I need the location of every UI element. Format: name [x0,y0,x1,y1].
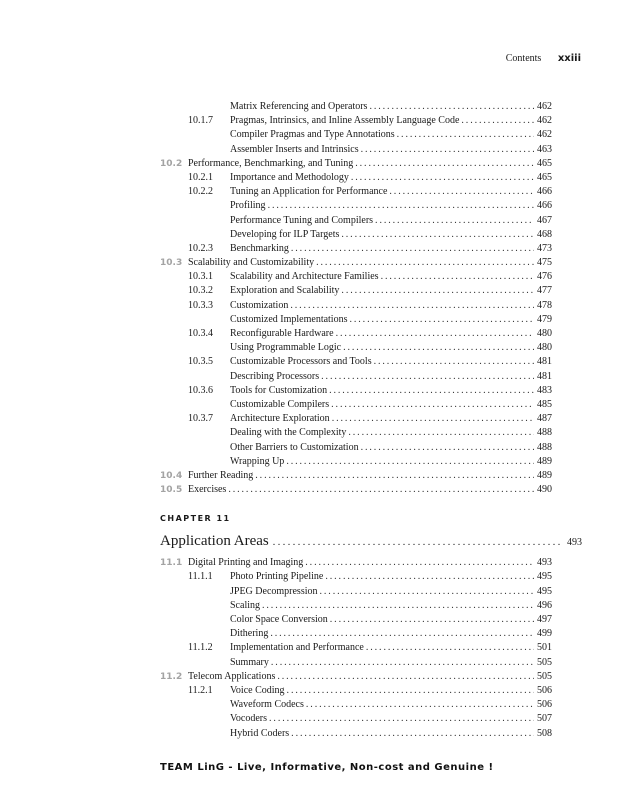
toc-entry-line [188,483,552,497]
toc-section-chapter-11 [160,556,552,740]
toc-entry[interactable] [160,228,552,242]
leader-dots [305,556,534,570]
toc-entry-line [230,100,552,114]
toc-entry-page: 505 [537,670,552,682]
toc-entry-title: Reconfigurable Hardware [230,328,334,339]
toc-entry[interactable] [160,171,552,185]
toc-entry-line [230,341,552,355]
leader-dots [262,599,534,613]
leader-dots [343,341,534,355]
toc-entry-title: Scalability and Architecture Families [230,271,379,283]
toc-entry-title: Importance and Methodology [230,171,349,183]
toc-entry-line [230,185,552,199]
toc-entry-number: 10.5 [160,485,183,496]
toc-entry-line [230,398,552,412]
toc-entry-title: Performance, Benchmarking, and Tuning [188,157,354,169]
toc-entry[interactable] [160,128,552,142]
toc-entry-number: 10.3.1 [188,271,213,283]
toc-entry[interactable] [160,712,552,726]
leader-dots [270,627,534,641]
toc-entry-page: 488 [537,441,552,453]
toc-entry[interactable] [160,426,552,440]
toc-entry-title: Hybrid Coders [230,727,290,739]
toc-entry-page: 495 [537,585,552,597]
leader-dots [316,256,534,270]
toc-entry-page: 488 [537,427,552,439]
toc-entry-title: Benchmarking [230,242,289,254]
toc-entry-page: 483 [537,384,552,396]
toc-entry-title: Architecture Exploration [230,413,330,425]
toc-entry-page: 508 [537,727,552,739]
toc-entry-number: 10.3.2 [188,285,213,297]
toc-entry-number: 10.2.3 [188,242,213,254]
toc-entry-page: 465 [537,157,552,169]
footer-watermark: TEAM LinG - Live, Informative, Non-cost and Genuine ! [160,762,494,773]
toc-entry-title: Digital Printing and Imaging [188,557,304,569]
toc-entry[interactable] [160,627,552,641]
toc-entry[interactable] [160,270,552,284]
toc-entry-title: Compiler Pragmas and Type Annotations [230,129,395,141]
toc-entry-page: 493 [537,557,552,569]
running-head-title: Contents [505,53,542,64]
table-of-contents [160,100,582,741]
toc-entry-page: 489 [537,455,552,467]
toc-entry-page: 462 [537,115,552,127]
toc-entry-line [230,270,552,284]
toc-entry-title: Describing Processors [230,370,320,382]
toc-entry-line [188,256,552,270]
toc-entry-line [230,228,552,242]
toc-entry-page: 467 [537,214,552,226]
toc-entry[interactable] [160,100,552,114]
toc-entry-number: 10.1.7 [188,115,213,127]
toc-entry-number: 10.3.5 [188,356,213,368]
toc-entry-line [188,670,552,684]
toc-entry[interactable] [160,199,552,213]
toc-entry-page: 489 [537,469,552,481]
toc-entry-page: 466 [537,200,552,212]
toc-entry-title: Using Programmable Logic [230,342,342,354]
toc-entry[interactable] [160,684,552,698]
toc-entry-line [230,712,552,726]
toc-entry-page: 506 [537,684,552,696]
toc-entry-title: Wrapping Up [230,455,285,467]
toc-entry-line [230,656,552,670]
toc-entry-line [230,355,552,369]
leader-dots [381,270,534,284]
toc-entry-line [230,299,552,313]
toc-entry-title: Dithering [230,628,269,640]
toc-entry-line [230,171,552,185]
toc-entry-page: 499 [537,628,552,640]
leader-dots [389,185,534,199]
toc-entry-line [230,384,552,398]
toc-entry-page: 485 [537,398,552,410]
leader-dots [369,100,534,114]
toc-entry-page: 463 [537,143,552,155]
leader-dots [351,171,534,185]
toc-entry-title: JPEG Decompression [230,585,318,597]
toc-entry[interactable] [160,256,552,270]
toc-entry-title: Scaling [230,599,260,611]
toc-entry-number: 10.3.4 [188,328,213,339]
toc-entry[interactable] [160,157,552,171]
toc-entry-title: Customizable Compilers [230,398,330,410]
toc-entry[interactable] [160,242,552,256]
leader-dots [271,656,534,670]
toc-entry-number: 10.2.2 [188,186,213,198]
toc-entry-number: 11.2 [160,671,183,682]
leader-dots [329,384,534,398]
toc-entry-title: Assembler Inserts and Intrinsics [230,143,359,155]
toc-entry-line [188,157,552,171]
toc-entry-page: 505 [537,656,552,668]
toc-entry-number: 11.1.2 [188,642,213,654]
toc-entry-title: Performance Tuning and Compilers [230,214,374,226]
toc-entry-page: 506 [537,699,552,711]
toc-entry-title: Customized Implementations [230,313,348,325]
toc-entry[interactable] [160,143,552,157]
toc-entry-line [230,114,552,128]
toc-entry-title: Summary [230,656,269,668]
toc-entry-title: Implementation and Performance [230,642,364,654]
toc-entry[interactable] [160,114,552,128]
toc-entry-title: Waveform Codecs [230,699,304,711]
toc-entry[interactable] [160,355,552,369]
toc-entry-page: 477 [537,285,552,297]
toc-entry-page: 466 [537,186,552,198]
toc-entry-page: 481 [537,370,552,382]
toc-entry-title: Further Reading [188,469,254,481]
toc-entry-number: 10.4 [160,470,183,481]
toc-entry-line [230,698,552,712]
toc-entry-page: 487 [537,413,552,425]
leader-dots [321,370,534,384]
toc-entry-page: 480 [537,342,552,354]
toc-entry-title: Dealing with the Complexity [230,427,347,439]
toc-entry-number: 10.2 [160,158,183,169]
toc-entry-line [230,313,552,327]
toc-entry[interactable] [160,670,552,684]
leader-dots [306,698,534,712]
toc-entry-line [230,455,552,469]
toc-entry-line [230,627,552,641]
toc-entry-line [230,727,552,741]
leader-dots [291,242,534,256]
leader-dots [374,355,534,369]
toc-section-chapter-10 [160,100,552,497]
leader-dots [397,128,534,142]
toc-entry-line [230,570,552,584]
leader-dots [366,641,534,655]
toc-entry-page: 468 [537,228,552,240]
leader-dots [268,199,534,213]
toc-entry[interactable] [160,698,552,712]
toc-entry-page: 473 [537,242,552,254]
toc-entry-page: 476 [537,271,552,283]
leader-dots [348,426,534,440]
toc-entry[interactable] [160,214,552,228]
toc-entry-page: 465 [537,171,552,183]
toc-entry-line [188,469,552,483]
toc-entry[interactable] [160,284,552,298]
chapter-heading[interactable] [160,529,582,553]
toc-entry-number: 10.3.3 [188,299,213,311]
toc-entry-line [230,128,552,142]
toc-entry[interactable] [160,185,552,199]
leader-dots [331,398,534,412]
toc-entry-title: Tuning an Application for Performance [230,186,388,198]
toc-entry-title: Photo Printing Pipeline [230,571,324,583]
toc-entry-title: Telecom Applications [188,670,276,682]
toc-entry-page: 495 [537,571,552,583]
toc-entry-title: Profiling [230,200,266,212]
toc-entry-page: 507 [537,713,552,725]
toc-entry-line [230,242,552,256]
toc-entry-page: 481 [537,356,552,368]
toc-entry-page: 462 [537,129,552,141]
toc-entry[interactable] [160,727,552,741]
leader-dots [290,299,534,313]
toc-entry-number: 11.1 [160,558,183,569]
toc-entry-page: 480 [537,328,552,339]
leader-dots [355,157,534,171]
leader-dots [332,412,534,426]
toc-entry-page: 475 [537,257,552,269]
toc-entry-title: Tools for Customization [230,384,328,396]
toc-entry-line [188,556,552,570]
toc-entry-number: 10.3.7 [188,413,213,425]
toc-entry-title: Customizable Processors and Tools [230,356,372,368]
toc-entry[interactable] [160,441,552,455]
toc-entry-title: Exploration and Scalability [230,285,340,297]
page-number: xxiii [557,53,581,64]
toc-entry-number: 11.2.1 [188,684,213,696]
toc-entry-line [230,613,552,627]
toc-entry-number: 11.1.1 [188,571,213,583]
toc-entry-title: Matrix Referencing and Operators [230,101,368,112]
toc-entry-title: Pragmas, Intrinsics, and Inline Assembly Language Code [230,115,460,127]
leader-dots [291,727,534,741]
toc-entry-title: Color Space Conversion [230,614,328,625]
toc-entry[interactable] [160,613,552,627]
chapter-page: 493 [567,537,582,549]
toc-entry[interactable] [160,313,552,327]
toc-entry-number: 10.3.6 [188,384,213,396]
toc-entry-page: 478 [537,299,552,311]
toc-entry-title: Other Barriers to Customization [230,441,359,453]
toc-entry-page: 496 [537,599,552,611]
toc-entry[interactable] [160,327,552,341]
toc-entry[interactable] [160,469,552,483]
leader-dots [461,114,534,128]
toc-entry-line [230,370,552,384]
toc-entry-line [230,199,552,213]
toc-entry[interactable] [160,299,552,313]
toc-entry-title: Voice Coding [230,684,285,696]
toc-entry-line [230,284,552,298]
toc-entry-title: Vocoders [230,713,268,725]
toc-entry-line [230,214,552,228]
leader-dots [320,585,535,599]
toc-entry[interactable] [160,398,552,412]
leader-dots [361,143,534,157]
leader-dots [255,469,534,483]
leader-dots [325,570,534,584]
toc-entry-number: 10.3 [160,258,183,269]
leader-dots [341,228,534,242]
toc-entry-title: Exercises [188,484,227,496]
toc-entry-number: 10.2.1 [188,171,213,183]
leader-dots [336,327,534,341]
toc-entry[interactable] [160,656,552,670]
toc-entry[interactable] [160,455,552,469]
chapter-label: CHAPTER 11 [160,514,231,524]
leader-dots [287,684,534,698]
leader-dots [273,531,563,555]
toc-entry[interactable] [160,641,552,655]
toc-entry[interactable] [160,599,552,613]
toc-entry-line [230,412,552,426]
toc-entry-title: Developing for ILP Targets [230,228,340,240]
toc-entry[interactable] [160,556,552,570]
leader-dots [349,313,534,327]
toc-entry[interactable] [160,412,552,426]
toc-entry-line [230,641,552,655]
toc-entry[interactable] [160,384,552,398]
toc-entry-line [230,684,552,698]
toc-entry-line [230,441,552,455]
chapter-title: Application Areas [160,533,269,550]
toc-entry-line [230,143,552,157]
toc-entry[interactable] [160,585,552,599]
leader-dots [228,483,534,497]
leader-dots [341,284,534,298]
leader-dots [286,455,534,469]
toc-entry-page: 490 [537,484,552,496]
toc-entry[interactable] [160,570,552,584]
toc-entry-line [230,327,552,341]
toc-entry-page: 501 [537,642,552,654]
leader-dots [361,441,534,455]
toc-entry[interactable] [160,341,552,355]
toc-entry-page: 497 [537,614,552,625]
toc-entry-line [230,599,552,613]
toc-entry-title: Scalability and Customizability [188,257,315,269]
toc-entry[interactable] [160,370,552,384]
toc-entry-line [230,585,552,599]
leader-dots [269,712,534,726]
leader-dots [277,670,534,684]
leader-dots [375,214,534,228]
toc-entry-page: 479 [537,313,552,325]
leader-dots [330,613,534,627]
toc-entry-title: Customization [230,299,289,311]
toc-entry-line [230,426,552,440]
toc-entry-page: 462 [537,101,552,112]
toc-entry[interactable] [160,483,552,497]
running-head [0,53,581,64]
